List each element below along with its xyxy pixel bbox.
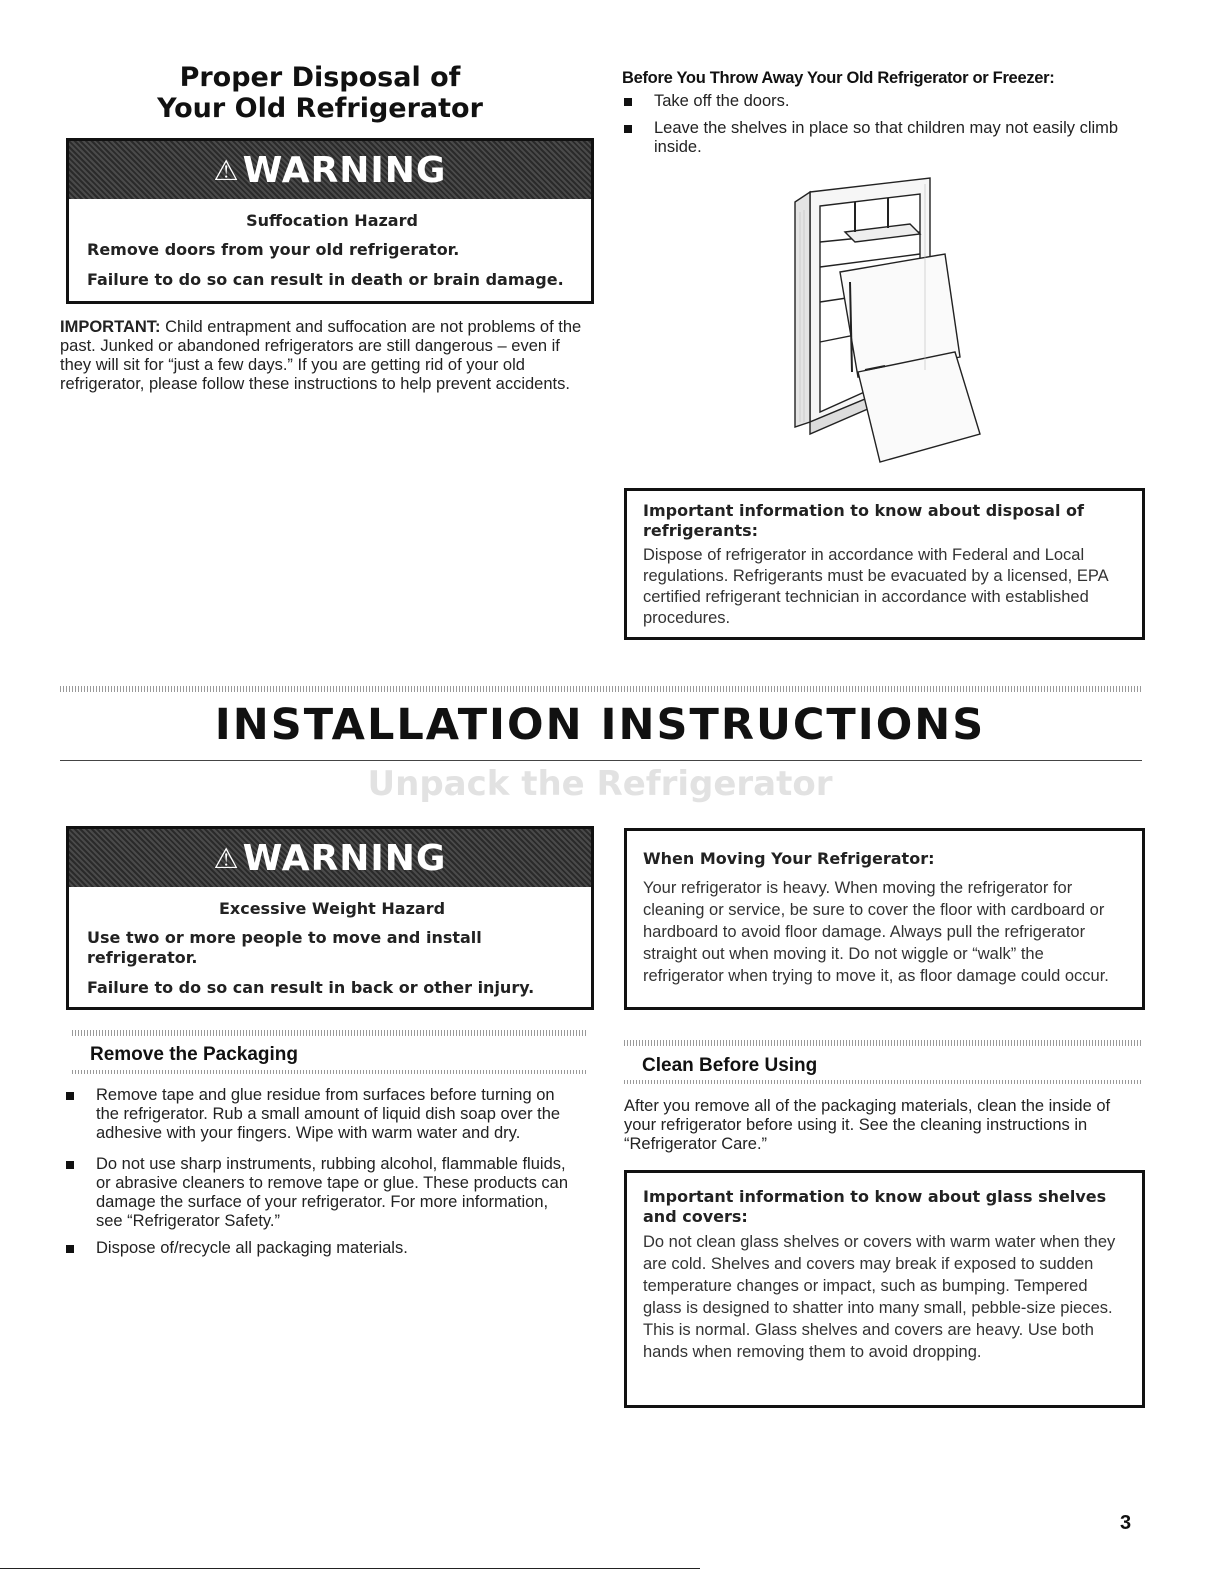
refrigerant-info-heading: Important information to know about disposal of refrigerants: [643,501,1084,540]
important-text: Child entrapment and suffocation are not problems of the past. Junked or abandoned refrigerators are still dangerous – even if they will sit for “just a few days.” If you are getting rid of your old refrigerator, please follow these instructions to help prevent accidents. [60,318,582,393]
refrigerant-info-body: Dispose of refrigerator in accordance with Federal and Local regulations. Refrigerants must be evacuated by a licensed, EPA certified refrigerant technician in accordance with established procedures. [643,546,1108,627]
before-heading: Before You Throw Away Your Old Refrigerator or Freezer: [622,69,1055,87]
disposal-title [60,62,580,124]
warning-line2: Failure to do so can result in back or other injury. [87,978,535,997]
before-list [622,92,1142,157]
before-throwaway-section [622,68,1142,165]
clean-heading: Clean Before Using [642,1055,818,1076]
suffocation-warning-box [66,138,594,304]
moving-info-box [624,828,1145,1010]
section-divider [60,686,1142,692]
bottom-rule [0,1568,700,1569]
disposal-title-line2: Your Old Refrigerator [157,93,483,124]
glass-info-body: Do not clean glass shelves or covers with warm water when they are cold. Shelves and covers may break if exposed to sudden temperature changes or impact, such as bumping. Tempered glass is designed to shatter into many small, pebble-size pieces. This is normal. Glass shelves and covers are heavy. Use both hands when removing them to avoid dropping. [643,1233,1116,1361]
warning-triangle-icon: ⚠ [213,842,239,874]
list-item: Dispose of/recycle all packaging materials. [64,1239,574,1258]
refrigerator-doors-removed-illustration [770,172,1020,472]
warning-label: WARNING [242,149,447,191]
warning-label: WARNING [242,837,447,879]
warning-header [69,141,591,199]
clean-bottom-rule [624,1080,1142,1084]
clean-body: After you remove all of the packaging materials, clean the inside of your refrigerator before using it. See the cleaning instructions in “Refrigerator Care.” [624,1097,1111,1153]
hazard-name: Suffocation Hazard [246,211,418,230]
glass-info-box [624,1170,1145,1408]
hazard-name: Excessive Weight Hazard [218,899,446,918]
weight-warning-box [66,826,594,1010]
moving-info-body: Your refrigerator is heavy. When moving the refrigerator for cleaning or service, be sure to cover the floor with cardboard or hardboard to avoid floor damage. Always pull the refrigerator straight out when moving it. Do not wiggle or “walk” the refrigerator when trying to move it, as floor damage could occur. [643,879,1109,985]
warning-body [69,887,591,1016]
list-item: Leave the shelves in place so that children may not easily climb inside. [622,119,1142,157]
page-number: 3 [1120,1512,1132,1534]
packaging-heading: Remove the Packaging [90,1044,299,1065]
moving-info-heading: When Moving Your Refrigerator: [643,849,935,868]
warning-body [69,199,591,308]
warning-header [69,829,591,887]
list-item: Take off the doors. [622,92,1142,111]
warning-line2: Failure to do so can result in death or brain damage. [87,270,564,289]
list-item: Do not use sharp instruments, rubbing alcohol, flammable fluids, or abrasive cleaners to remove tape or glue. These products can damage the surface of your refrigerator. For more information, see “Refrigerator Safety.” [64,1155,574,1231]
warning-line1: Use two or more people to move and install refrigerator. [87,928,482,967]
title-rule [60,760,1142,761]
important-label: IMPORTANT: [60,318,161,336]
warning-line1: Remove doors from your old refrigerator. [87,240,460,259]
packaging-bottom-rule [72,1070,588,1074]
unpack-subtitle: Unpack the Refrigerator [367,764,833,804]
packaging-top-rule [72,1030,588,1036]
list-item: Remove tape and glue residue from surfaces before turning on the refrigerator. Rub a small amount of liquid dish soap over the adhesive with your fingers. Wipe with warm water and dry. [64,1086,574,1143]
clean-top-rule [624,1040,1142,1046]
packaging-list [64,1086,574,1266]
glass-info-heading: Important information to know about glass shelves and covers: [643,1187,1107,1226]
warning-triangle-icon: ⚠ [213,154,239,186]
installation-title: INSTALLATION INSTRUCTIONS [214,700,986,750]
refrigerant-info-box [624,488,1145,640]
important-paragraph [60,318,588,394]
disposal-title-line1: Proper Disposal of [179,62,461,93]
